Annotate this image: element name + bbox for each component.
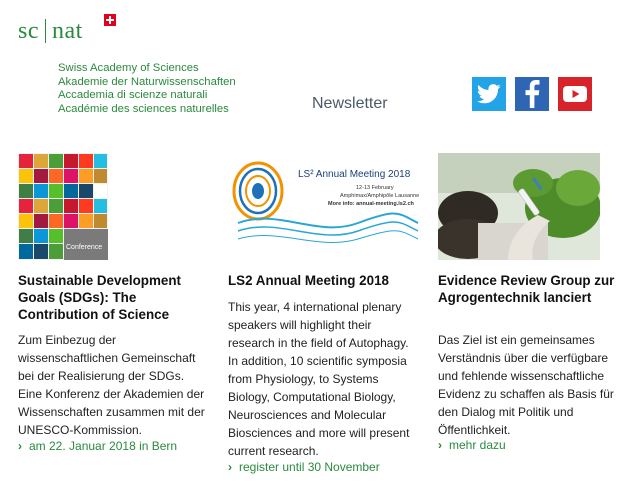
chevron-right-icon: › (438, 438, 442, 452)
article-ls2 (228, 153, 420, 474)
swiss-flag-icon (104, 14, 116, 26)
newsletter-title: Newsletter (312, 95, 388, 112)
article-text: Zum Einbezug der wissenschaftlichen Gemeinschaft bei der Realisierung der SDGs. Eine Konferenz der Akademien der Wissenschaften zusammen mit der UNESCO-Kommission. (18, 333, 205, 437)
article-link-label: am 22. Januar 2018 in Bern (29, 439, 178, 453)
article-link-register[interactable] (228, 460, 380, 474)
article-sdg (18, 153, 210, 453)
youtube-icon (562, 84, 588, 104)
article-title[interactable]: Sustainable Development Goals (SDGs): The Contribution of Science (18, 273, 181, 322)
sdg-image[interactable] (18, 153, 108, 260)
article-agrogentechnik (438, 153, 630, 452)
article-title[interactable]: Evidence Review Group zur Agrogentechnik lanciert (438, 273, 615, 305)
logo-text-right: nat (52, 17, 83, 44)
scnat-logo[interactable] (18, 14, 83, 48)
twitter-icon (477, 84, 501, 104)
article-text: Das Ziel ist ein gemeinsames Verständnis über die verfügbare und fehlende wissenschaftliche Evidenz zu schaffen als Basis für den Dialog mit Politik und Öffentlichkeit. (438, 333, 614, 437)
academy-name-it: Accademia di scienze naturali (58, 89, 208, 101)
academy-name-fr: Académie des sciences naturelles (58, 102, 229, 115)
logo-text-left: sc (18, 17, 39, 44)
chevron-right-icon: › (18, 439, 22, 453)
academy-name-en: Swiss Academy of Sciences (58, 62, 199, 74)
article-link-more[interactable] (438, 438, 506, 452)
ls2-image-info: More info: annual-meeting.ls2.ch (328, 201, 414, 207)
youtube-button[interactable] (558, 77, 592, 111)
facebook-button[interactable] (515, 77, 549, 111)
ls2-image-date: 12-13 February (356, 185, 394, 191)
ls2-image-heading: LS² Annual Meeting 2018 (298, 169, 411, 180)
logo-separator (45, 19, 46, 43)
plant-lab-image[interactable] (438, 153, 600, 260)
article-link-label: register until 30 November (239, 460, 380, 474)
article-title[interactable]: LS2 Annual Meeting 2018 (228, 273, 389, 288)
facebook-icon (524, 80, 540, 108)
ls2-image-place: Amphimax/Amphipôle Lausanne (340, 193, 420, 199)
twitter-button[interactable] (472, 77, 506, 111)
academy-names (58, 62, 236, 116)
academy-name-de: Akademie der Naturwissenschaften (58, 75, 236, 88)
article-link-bern[interactable] (18, 439, 177, 453)
ls2-banner-image[interactable] (228, 153, 420, 260)
article-text: This year, 4 international plenary speakers will highlight their research in the field of Autophagy. In addition, 10 scientific symposia from Physiology, to Systems Biology, Computational Biology, Neurosciences and Molecular Biosciences and more will present current research. (228, 300, 410, 458)
chevron-right-icon: › (228, 460, 232, 474)
article-link-label: mehr dazu (449, 438, 506, 452)
sdg-image-caption: Conference (66, 244, 103, 251)
